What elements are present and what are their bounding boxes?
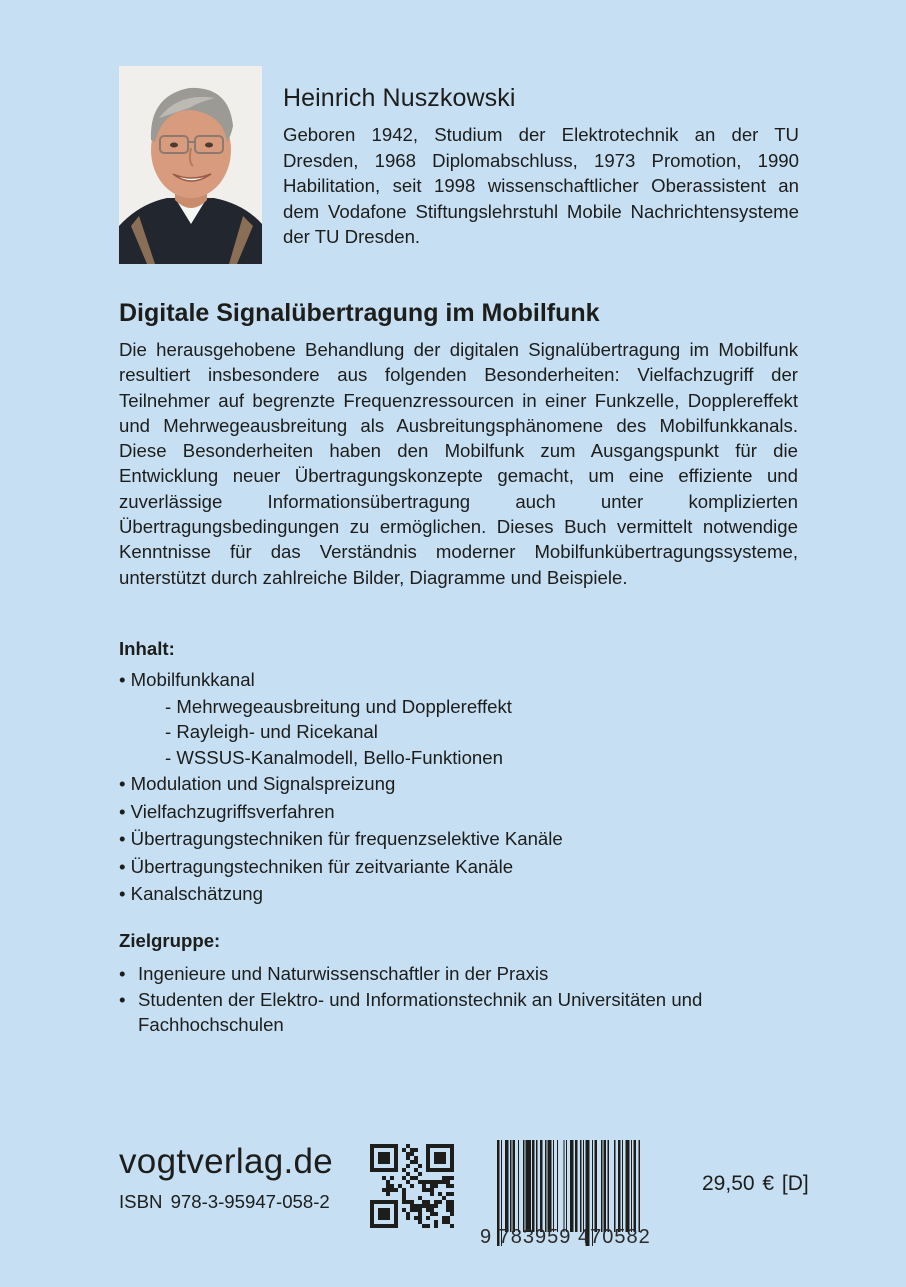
audience-item-text: Ingenieure und Naturwissenschaftler in der Praxis <box>138 963 549 984</box>
author-photo <box>119 66 262 264</box>
contents-item: • Modulation und Signalspreizung <box>119 773 396 794</box>
bullet-icon: • <box>119 963 126 984</box>
publisher-website[interactable]: vogtverlag.de <box>119 1142 334 1181</box>
audience-heading: Zielgruppe: <box>119 930 221 951</box>
barcode-digits: 9 783959 470582 <box>480 1226 651 1248</box>
contents-item: • Mobilfunkkanal <box>119 669 255 690</box>
audience-item-text: Studenten der Elektro- und Informationstechnik an Universitäten und Fachhochschulen <box>138 988 703 1035</box>
audience-list <box>119 961 809 1038</box>
contents-item: • Übertragungstechniken für zeitvariante Kanäle <box>119 855 514 877</box>
contents-subitem: - WSSUS-Kanalmodell, Bello-Funktionen <box>165 746 503 768</box>
contents-item: • Übertragungstechniken für frequenzselektive Kanäle <box>119 828 563 849</box>
contents-subitem: - Rayleigh- und Ricekanal <box>165 721 378 742</box>
audience-item <box>119 987 809 1038</box>
author-name: Heinrich Nuszkowski <box>283 84 516 112</box>
author-portrait-image <box>119 66 262 264</box>
contents-heading: Inhalt: <box>119 638 175 659</box>
audience-item <box>119 961 809 987</box>
contents-item: • Vielfachzugriffsverfahren <box>119 800 335 822</box>
bullet-icon: • <box>119 988 126 1010</box>
contents-subitem: - Mehrwegeausbreitung und Dopplereffekt <box>165 695 512 717</box>
contents-item: • Kanalschätzung <box>119 883 263 904</box>
book-description: Die herausgehobene Behandlung der digitalen Signalübertragung im Mobilfunk resultiert insbesondere aus folgenden Besonderheiten: Vielfachzugriff der Teilnehmer auf begrenzte Frequenzressourcen in einer Funkzelle, Dopplereffekt und Mehrwegeausbreitung als Ausbreitungsphänomene des Mobilfunkkanals. Diese Besonderheiten haben den Mobilfunk zum Ausgangspunkt für die Entwicklung neuer Übertragungskonzepte gemacht, um eine effiziente und zuverlässige Informationsübertragung auch unter komplizierten Übertragungsbedingungen zu ermöglichen. Dieses Buch vermittelt notwendige Kenntnisse für das Verständnis moderner Mobilfunkübertragungssysteme, unterstützt durch zahlreiche Bilder, Diagramme und Beispiele. <box>119 339 798 588</box>
isbn-number: ISBN 978-3-95947-058-2 <box>119 1191 330 1212</box>
book-title: Digitale Signalübertragung im Mobilfunk <box>119 299 600 327</box>
contents-list <box>119 666 819 908</box>
price-label: 29,50 € [D] <box>702 1172 809 1195</box>
qr-code-icon <box>370 1144 454 1228</box>
author-bio: Geboren 1942, Studium der Elektrotechnik an der TU Dresden, 1968 Diplomabschluss, 1973 Promotion, 1990 Habilitation, seit 1998 wissenschaftlicher Oberassistent an dem Vodafone Stiftungslehrstuhl Mobile Nachrichtensysteme der TU Dresden. <box>283 124 799 247</box>
